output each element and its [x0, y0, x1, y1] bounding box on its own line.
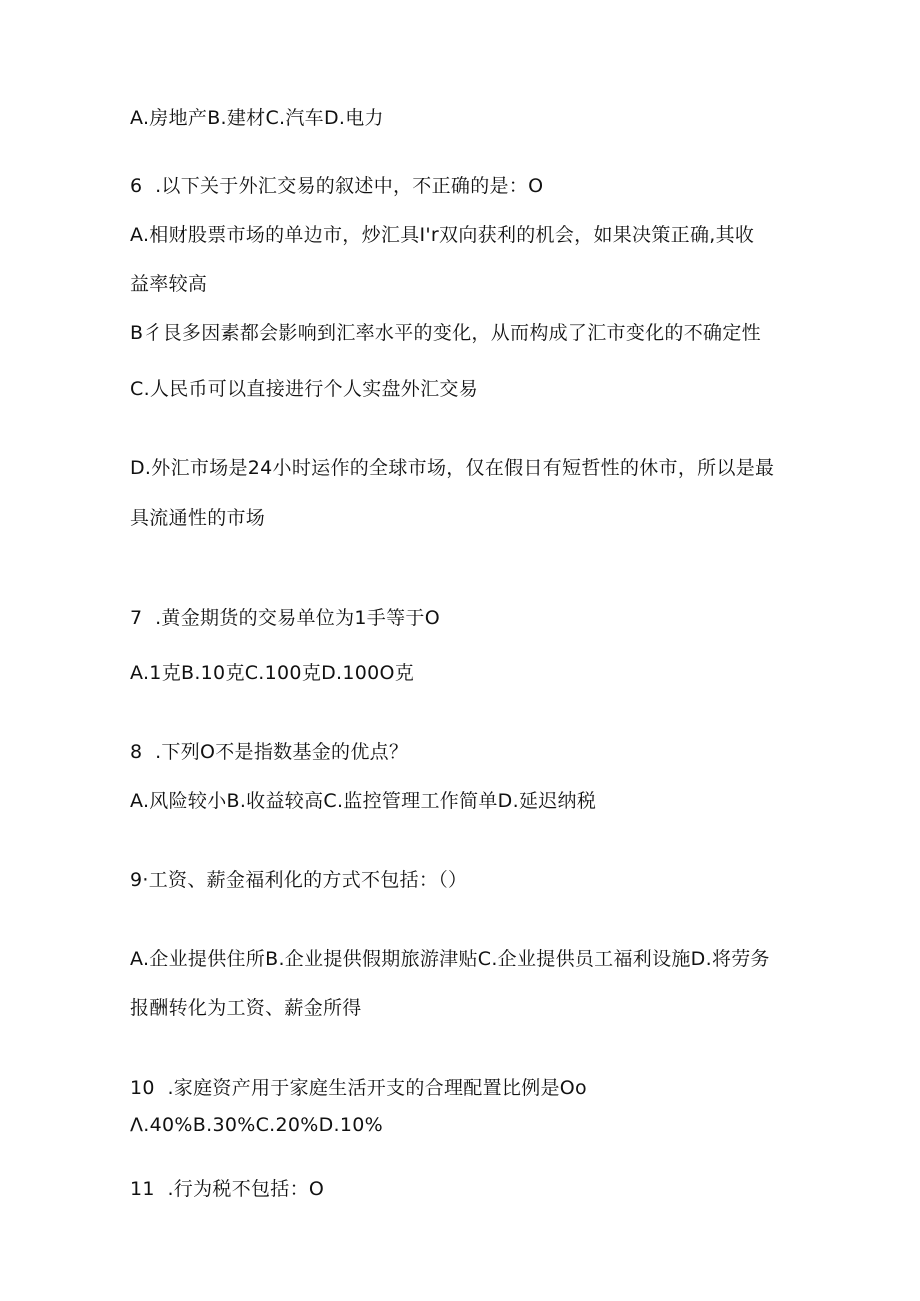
q6-option-d-cont: 具流通性的市场 — [130, 507, 266, 529]
q6-option-d: D.外汇市场是24小时运作的全球市场，仅在假日有短哲性的休市，所以是最 — [130, 457, 775, 479]
q8-options: A.风险较小B.收益较高C.监控管理工作简单D.延迟纳税 — [130, 790, 597, 812]
q10-question: 10 .家庭资产用于家庭生活开支的合理配置比例是Oo — [130, 1077, 587, 1099]
q10-options: Λ.40%B.30%C.20%D.10% — [130, 1114, 384, 1136]
q6-option-a: A.相财股票市场的单边市，炒汇具I'r双向获利的机会，如果决策正确,其收 — [130, 224, 755, 246]
q9-option-line1: A.企业提供住所B.企业提供假期旅游津贴C.企业提供员工福利设施D.将劳务 — [130, 948, 770, 970]
q7-options: A.1克B.10克C.100克D.100O克 — [130, 662, 415, 684]
q11-question: 11 .行为税不包括：O — [130, 1178, 325, 1200]
q9-question: 9·工资、薪金福利化的方式不包括：（） — [130, 869, 468, 891]
q6-option-a-cont: 益率较高 — [130, 273, 208, 295]
q7-question: 7 .黄金期货的交易单位为1手等于O — [130, 607, 440, 629]
q9-option-line2: 报酬转化为工资、薪金所得 — [130, 997, 362, 1019]
q6-question: 6 .以下关于外汇交易的叙述中，不正确的是：O — [130, 175, 544, 197]
q6-option-b: B彳艮多因素都会影响到汇率水平的变化，从而构成了汇市变化的不确定性 — [130, 322, 761, 344]
q5-options: A.房地产B.建材C.汽车D.电力 — [130, 107, 384, 129]
q8-question: 8 .下列O不是指数基金的优点？ — [130, 741, 409, 763]
q6-option-c: C.人民币可以直接进行个人实盘外汇交易 — [130, 378, 479, 400]
